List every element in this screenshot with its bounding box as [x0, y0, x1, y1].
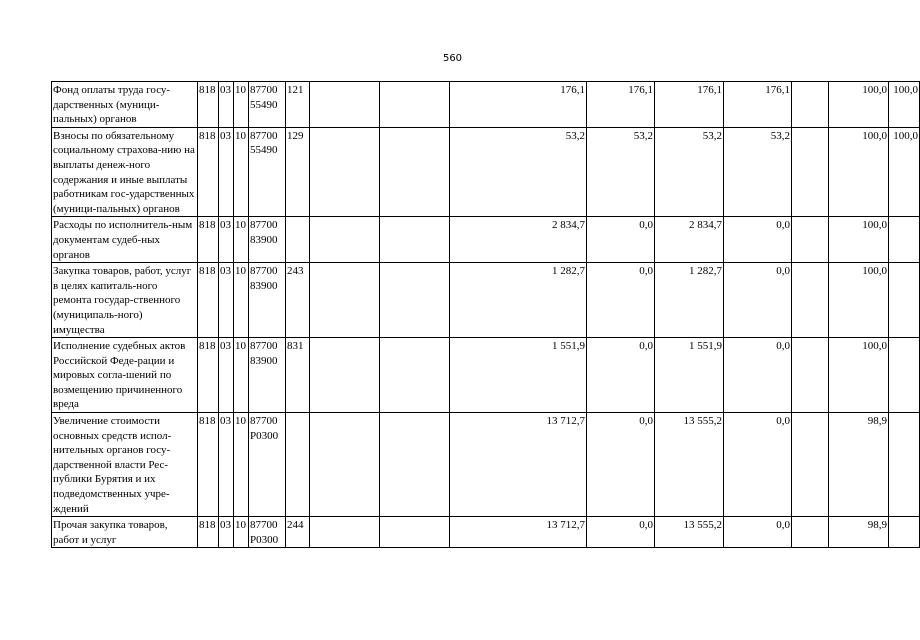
federal-execution-percent: [889, 338, 920, 413]
federal-funds-amount: 0,0: [587, 517, 655, 548]
federal-execution-percent: [889, 517, 920, 548]
subsection-code: 10: [234, 338, 249, 413]
table-row: [52, 413, 920, 517]
value-cell: [380, 413, 450, 517]
executed-federal-funds: 0,0: [724, 217, 792, 263]
row-name: Прочая закупка товаров, работ и услуг: [52, 517, 198, 548]
value-cell: [380, 217, 450, 263]
execution-percent: 100,0: [829, 338, 889, 413]
execution-percent: 100,0: [829, 263, 889, 338]
section-code: 03: [219, 127, 234, 217]
approved-amount: 53,2: [450, 127, 587, 217]
value-cell: [310, 338, 380, 413]
execution-percent: 98,9: [829, 413, 889, 517]
table-row: [52, 263, 920, 338]
executed-federal-funds: 0,0: [724, 338, 792, 413]
expense-type-code: 244: [286, 517, 310, 548]
table-row: [52, 338, 920, 413]
executed-federal-funds: 0,0: [724, 413, 792, 517]
value-cell: [310, 127, 380, 217]
value-cell: [310, 263, 380, 338]
row-name: Увеличение стоимости основных средств испол-нительных органов госу-дарственной власти Рес-публики Бурятия и их подведомственных учре-ждений: [52, 413, 198, 517]
value-cell: [310, 217, 380, 263]
federal-funds-amount: 0,0: [587, 413, 655, 517]
value-cell: [380, 263, 450, 338]
value-cell: [310, 517, 380, 548]
federal-execution-percent: [889, 413, 920, 517]
federal-execution-percent: 100,0: [889, 82, 920, 128]
table-row: [52, 517, 920, 548]
subsection-code: 10: [234, 217, 249, 263]
row-name: Фонд оплаты труда госу-дарственных (муници-пальных) органов: [52, 82, 198, 128]
federal-funds-amount: 0,0: [587, 217, 655, 263]
value-cell: [792, 263, 829, 338]
section-code: 03: [219, 517, 234, 548]
target-article-code: 87700 83900: [249, 338, 286, 413]
row-name: Расходы по исполнитель-ным документам судеб-ных органов: [52, 217, 198, 263]
federal-execution-percent: [889, 263, 920, 338]
section-code: 03: [219, 413, 234, 517]
execution-percent: 100,0: [829, 217, 889, 263]
value-cell: [380, 82, 450, 128]
value-cell: [792, 517, 829, 548]
value-cell: [380, 127, 450, 217]
expense-type-code: 129: [286, 127, 310, 217]
execution-percent: 100,0: [829, 127, 889, 217]
value-cell: [792, 338, 829, 413]
executed-amount: 2 834,7: [655, 217, 724, 263]
ministry-code: 818: [198, 413, 219, 517]
value-cell: [310, 82, 380, 128]
target-article-code: 87700 55490: [249, 127, 286, 217]
value-cell: [380, 338, 450, 413]
target-article-code: 87700 83900: [249, 263, 286, 338]
row-name: Закупка товаров, работ, услуг в целях капиталь-ного ремонта государ-ственного (муниципаль-ного) имущества: [52, 263, 198, 338]
approved-amount: 13 712,7: [450, 413, 587, 517]
approved-amount: 1 551,9: [450, 338, 587, 413]
value-cell: [380, 517, 450, 548]
section-code: 03: [219, 338, 234, 413]
subsection-code: 10: [234, 263, 249, 338]
section-code: 03: [219, 263, 234, 338]
row-name: Взносы по обязательному социальному страхова-нию на выплаты денеж-ного содержания и иные выплаты работникам гос-ударственных (муници-пальных) органов: [52, 127, 198, 217]
executed-amount: 13 555,2: [655, 413, 724, 517]
target-article-code: 87700 Р0300: [249, 517, 286, 548]
table-row: [52, 82, 920, 128]
expense-type-code: [286, 413, 310, 517]
target-article-code: 87700 55490: [249, 82, 286, 128]
approved-amount: 13 712,7: [450, 517, 587, 548]
value-cell: [310, 413, 380, 517]
ministry-code: 818: [198, 517, 219, 548]
table-row: [52, 127, 920, 217]
executed-amount: 1 551,9: [655, 338, 724, 413]
table-row: [52, 217, 920, 263]
federal-funds-amount: 176,1: [587, 82, 655, 128]
ministry-code: 818: [198, 82, 219, 128]
section-code: 03: [219, 217, 234, 263]
page-number: 560: [442, 53, 463, 64]
target-article-code: 87700 83900: [249, 217, 286, 263]
approved-amount: 1 282,7: [450, 263, 587, 338]
target-article-code: 87700 Р0300: [249, 413, 286, 517]
row-name: Исполнение судебных актов Российской Феде-рации и мировых согла-шений по возмещению причиненного вреда: [52, 338, 198, 413]
approved-amount: 176,1: [450, 82, 587, 128]
ministry-code: 818: [198, 263, 219, 338]
subsection-code: 10: [234, 127, 249, 217]
execution-percent: 100,0: [829, 82, 889, 128]
executed-amount: 176,1: [655, 82, 724, 128]
value-cell: [792, 413, 829, 517]
executed-federal-funds: 53,2: [724, 127, 792, 217]
approved-amount: 2 834,7: [450, 217, 587, 263]
executed-federal-funds: 0,0: [724, 517, 792, 548]
subsection-code: 10: [234, 517, 249, 548]
executed-federal-funds: 0,0: [724, 263, 792, 338]
budget-table: [51, 81, 920, 548]
section-code: 03: [219, 82, 234, 128]
ministry-code: 818: [198, 338, 219, 413]
federal-funds-amount: 53,2: [587, 127, 655, 217]
executed-federal-funds: 176,1: [724, 82, 792, 128]
federal-execution-percent: [889, 217, 920, 263]
value-cell: [792, 127, 829, 217]
expense-type-code: 243: [286, 263, 310, 338]
value-cell: [792, 82, 829, 128]
executed-amount: 53,2: [655, 127, 724, 217]
expense-type-code: 831: [286, 338, 310, 413]
expense-type-code: 121: [286, 82, 310, 128]
ministry-code: 818: [198, 127, 219, 217]
execution-percent: 98,9: [829, 517, 889, 548]
value-cell: [792, 217, 829, 263]
executed-amount: 1 282,7: [655, 263, 724, 338]
ministry-code: 818: [198, 217, 219, 263]
expense-type-code: [286, 217, 310, 263]
federal-funds-amount: 0,0: [587, 263, 655, 338]
federal-execution-percent: 100,0: [889, 127, 920, 217]
federal-funds-amount: 0,0: [587, 338, 655, 413]
subsection-code: 10: [234, 413, 249, 517]
subsection-code: 10: [234, 82, 249, 128]
executed-amount: 13 555,2: [655, 517, 724, 548]
